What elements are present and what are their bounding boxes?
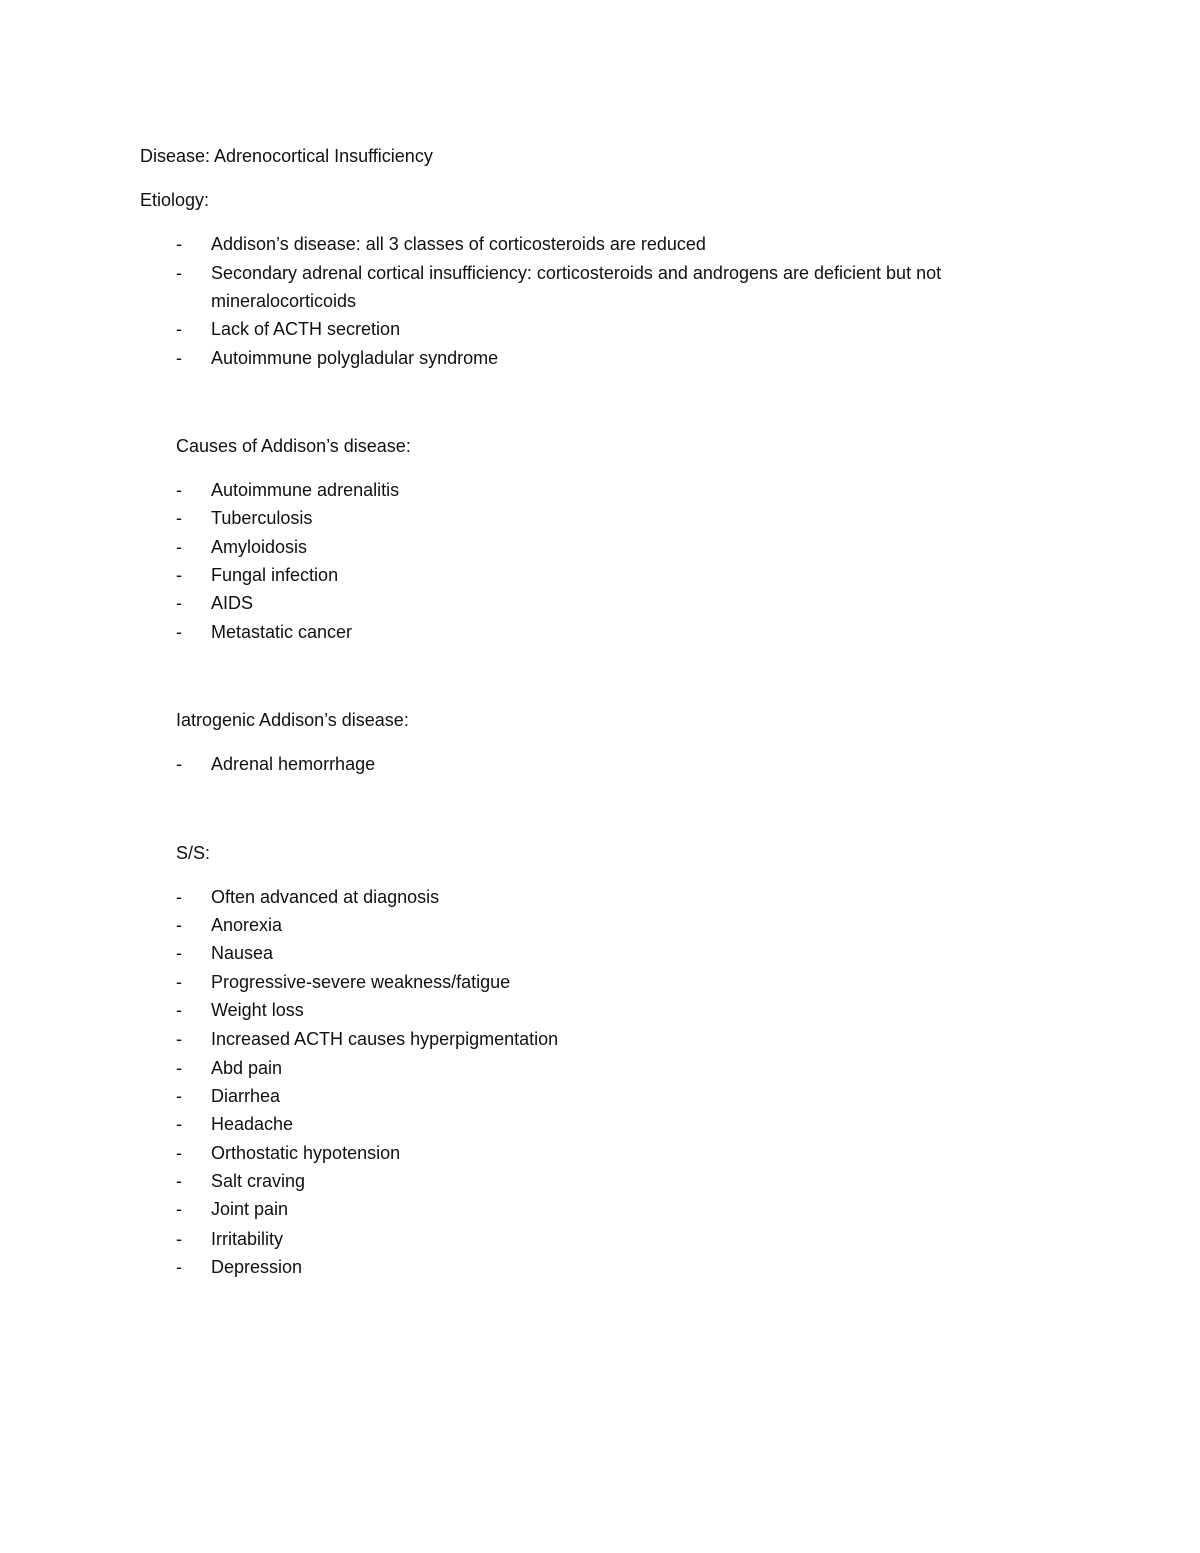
bullet-dash: - — [176, 319, 182, 339]
signs-item: Anorexia — [211, 915, 283, 935]
etiology-item: Secondary adrenal cortical insufficiency: corticosteroids and androgens are deficient but not — [211, 263, 942, 283]
signs-item: Irritability — [211, 1229, 284, 1249]
signs-item: Depression — [211, 1257, 303, 1277]
signs-item: Salt craving — [211, 1171, 306, 1191]
signs-item: Abd pain — [211, 1058, 283, 1078]
etiology-heading: Etiology: — [140, 190, 210, 210]
bullet-dash: - — [176, 565, 182, 585]
signs-item: Often advanced at diagnosis — [211, 887, 440, 907]
causes-heading: Causes of Addison’s disease: — [176, 436, 411, 456]
bullet-dash: - — [176, 537, 182, 557]
bullet-dash: - — [176, 915, 182, 935]
bullet-dash: - — [176, 887, 182, 907]
bullet-dash: - — [176, 943, 182, 963]
signs-item: Diarrhea — [211, 1086, 281, 1106]
bullet-dash: - — [176, 1000, 182, 1020]
bullet-dash: - — [176, 1114, 182, 1134]
bullet-dash: - — [176, 622, 182, 642]
bullet-dash: - — [176, 593, 182, 613]
bullet-dash: - — [176, 1058, 182, 1078]
etiology-item-continuation: mineralocorticoids — [211, 291, 357, 311]
causes-item: Amyloidosis — [211, 537, 308, 557]
causes-item: Autoimmune adrenalitis — [211, 480, 400, 500]
signs-item: Orthostatic hypotension — [211, 1143, 401, 1163]
signs-item: Joint pain — [211, 1199, 289, 1219]
signs-item: Nausea — [211, 943, 274, 963]
bullet-dash: - — [176, 1257, 182, 1277]
causes-item: Metastatic cancer — [211, 622, 353, 642]
bullet-dash: - — [176, 972, 182, 992]
causes-item: Tuberculosis — [211, 508, 313, 528]
signs-item: Weight loss — [211, 1000, 304, 1020]
etiology-item: Lack of ACTH secretion — [211, 319, 401, 339]
document-title: Disease: Adrenocortical Insufficiency — [140, 146, 433, 166]
etiology-item: Addison’s disease: all 3 classes of corticosteroids are reduced — [211, 234, 706, 254]
signs-item: Increased ACTH causes hyperpigmentation — [211, 1029, 559, 1049]
bullet-dash: - — [176, 1029, 182, 1049]
iatrogenic-item: Adrenal hemorrhage — [211, 754, 376, 774]
etiology-item: Autoimmune polygladular syndrome — [211, 348, 499, 368]
bullet-dash: - — [176, 263, 182, 283]
bullet-dash: - — [176, 754, 182, 774]
iatrogenic-heading: Iatrogenic Addison’s disease: — [176, 710, 409, 730]
bullet-dash: - — [176, 348, 182, 368]
bullet-dash: - — [176, 1199, 182, 1219]
bullet-dash: - — [176, 1143, 182, 1163]
bullet-dash: - — [176, 508, 182, 528]
signs-item: Progressive-severe weakness/fatigue — [211, 972, 511, 992]
bullet-dash: - — [176, 480, 182, 500]
signs-item: Headache — [211, 1114, 294, 1134]
bullet-dash: - — [176, 234, 182, 254]
bullet-dash: - — [176, 1086, 182, 1106]
causes-item: Fungal infection — [211, 565, 339, 585]
causes-item: AIDS — [211, 593, 254, 613]
signs-heading: S/S: — [176, 843, 211, 863]
bullet-dash: - — [176, 1229, 182, 1249]
bullet-dash: - — [176, 1171, 182, 1191]
